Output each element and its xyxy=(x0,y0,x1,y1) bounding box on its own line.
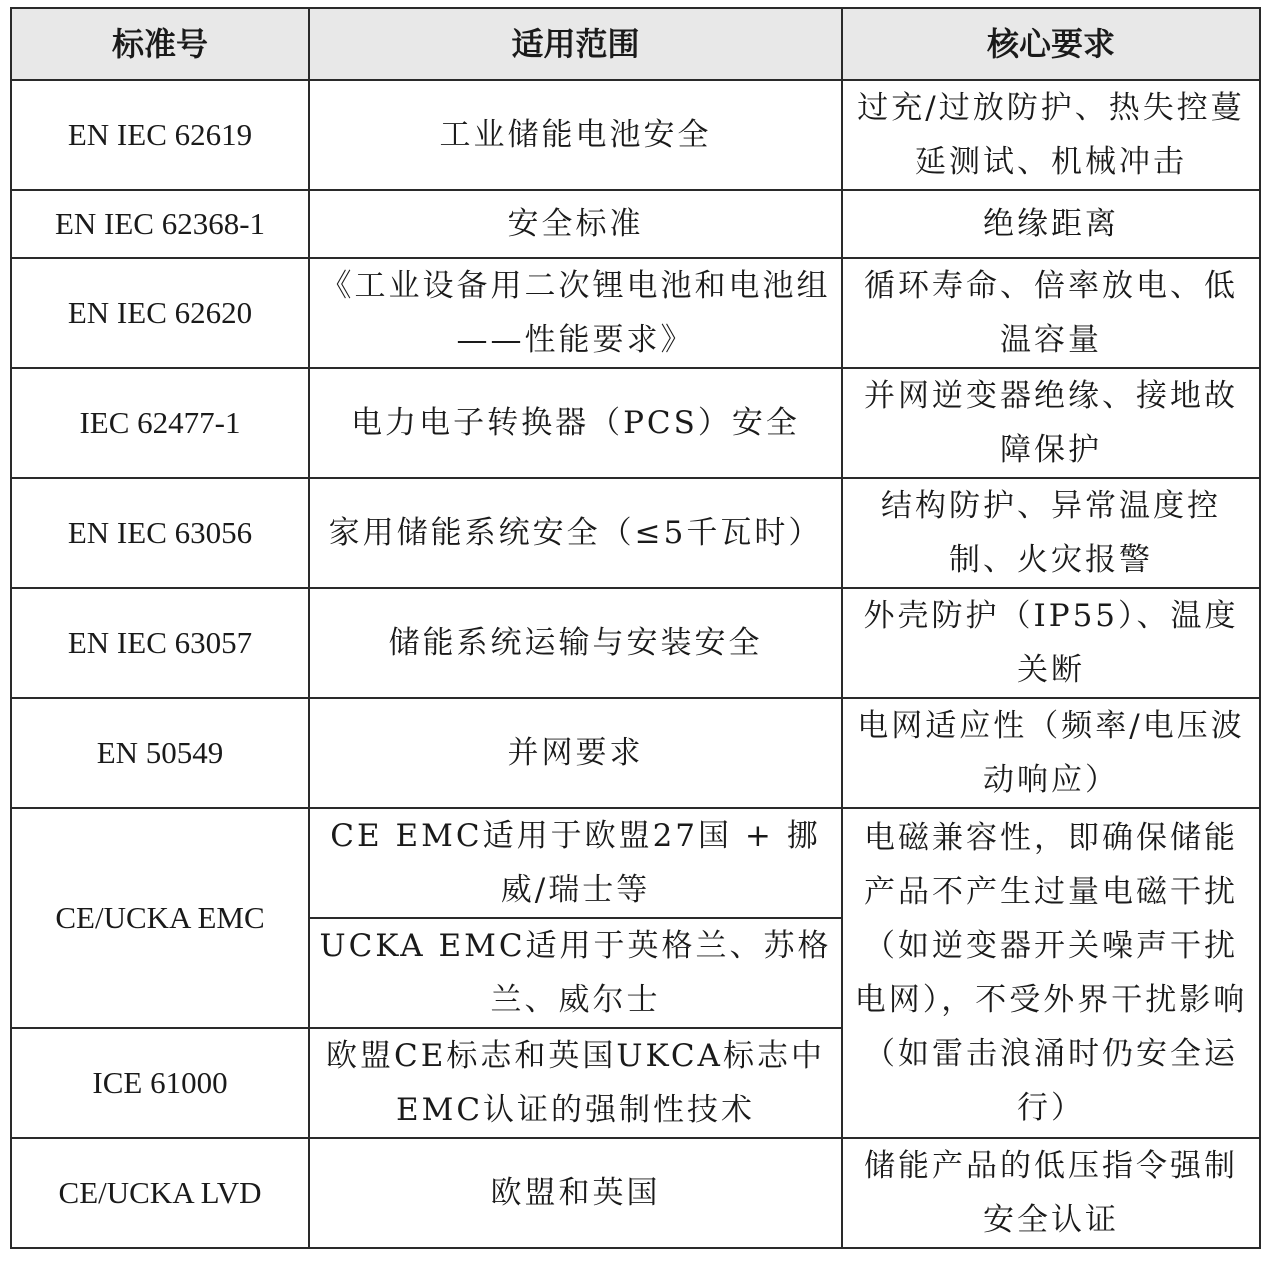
scope-cell: 安全标准 xyxy=(309,190,842,258)
standard-code: EN IEC 63056 xyxy=(11,478,309,588)
table-row xyxy=(11,80,1260,190)
requirement-cell: 储能产品的低压指令强制安全认证 xyxy=(842,1138,1260,1248)
table-row xyxy=(11,258,1260,368)
table-row xyxy=(11,1138,1260,1248)
table-row xyxy=(11,588,1260,698)
table-row xyxy=(11,190,1260,258)
scope-cell: 电力电子转换器（PCS）安全 xyxy=(309,368,842,478)
header-scope: 适用范围 xyxy=(309,8,842,80)
requirement-cell: 绝缘距离 xyxy=(842,190,1260,258)
header-core-requirements: 核心要求 xyxy=(842,8,1260,80)
header-standard-number: 标准号 xyxy=(11,8,309,80)
scope-cell: 欧盟和英国 xyxy=(309,1138,842,1248)
standard-code: EN IEC 62620 xyxy=(11,258,309,368)
requirement-cell: 过充/过放防护、热失控蔓延测试、机械冲击 xyxy=(842,80,1260,190)
scope-cell: 储能系统运输与安装安全 xyxy=(309,588,842,698)
requirement-cell: 电网适应性（频率/电压波动响应） xyxy=(842,698,1260,808)
scope-cell: CE EMC适用于欧盟27国 + 挪威/瑞士等 xyxy=(309,808,842,918)
scope-cell: 并网要求 xyxy=(309,698,842,808)
table-row xyxy=(11,368,1260,478)
standard-code: EN IEC 63057 xyxy=(11,588,309,698)
scope-cell: 《工业设备用二次锂电池和电池组——性能要求》 xyxy=(309,258,842,368)
standard-code: CE/UCKA LVD xyxy=(11,1138,309,1248)
table-row xyxy=(11,808,1260,918)
standard-code: EN 50549 xyxy=(11,698,309,808)
standard-code: EN IEC 62368-1 xyxy=(11,190,309,258)
table-row xyxy=(11,698,1260,808)
scope-cell: UCKA EMC适用于英格兰、苏格兰、威尔士 xyxy=(309,918,842,1028)
scope-cell: 欧盟CE标志和英国UKCA标志中EMC认证的强制性技术 xyxy=(309,1028,842,1138)
requirement-cell: 循环寿命、倍率放电、低温容量 xyxy=(842,258,1260,368)
standard-code: ICE 61000 xyxy=(11,1028,309,1138)
requirement-cell: 结构防护、异常温度控制、火灾报警 xyxy=(842,478,1260,588)
header-row xyxy=(11,8,1260,80)
standard-code: EN IEC 62619 xyxy=(11,80,309,190)
scope-cell: 工业储能电池安全 xyxy=(309,80,842,190)
table-row xyxy=(11,478,1260,588)
standards-table xyxy=(10,7,1261,1249)
standard-code: CE/UCKA EMC xyxy=(11,808,309,1028)
standard-code: IEC 62477-1 xyxy=(11,368,309,478)
requirement-cell: 电磁兼容性，即确保储能产品不产生过量电磁干扰（如逆变器开关噪声干扰电网），不受外界干扰影响（如雷击浪涌时仍安全运行） xyxy=(842,808,1260,1138)
requirement-cell: 外壳防护（IP55）、温度关断 xyxy=(842,588,1260,698)
requirement-cell: 并网逆变器绝缘、接地故障保护 xyxy=(842,368,1260,478)
scope-cell: 家用储能系统安全（≤5千瓦时） xyxy=(309,478,842,588)
